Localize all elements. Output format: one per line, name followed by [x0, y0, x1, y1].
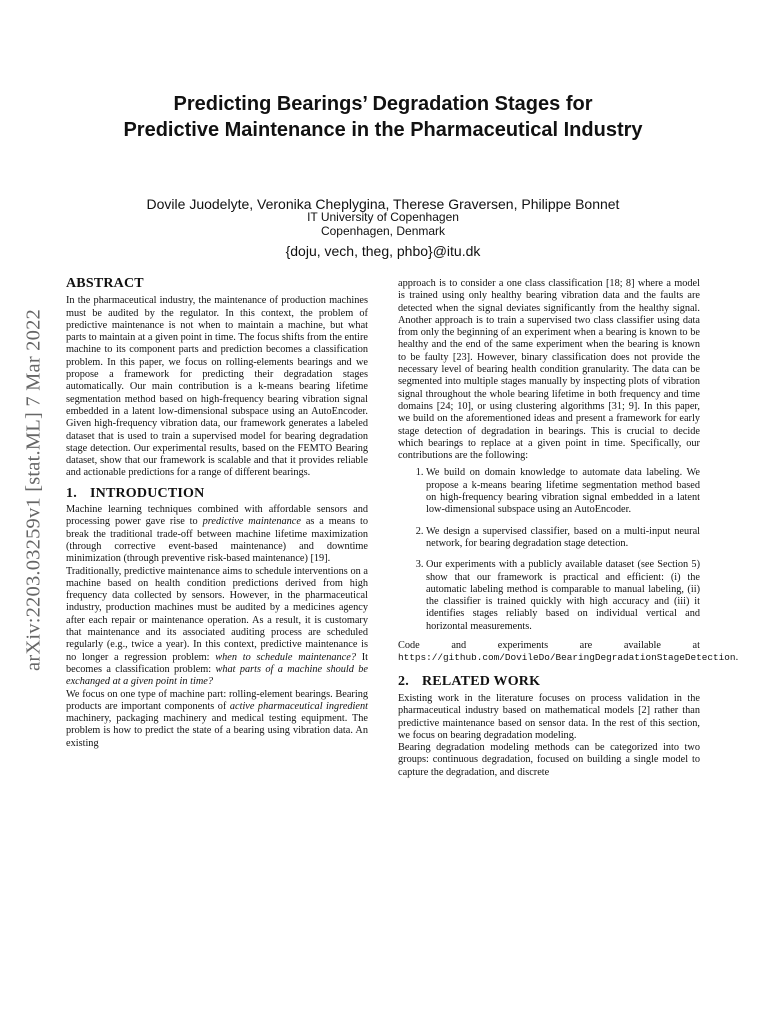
abstract-heading: ABSTRACT [66, 276, 144, 291]
author-list: Dovile Juodelyte, Veronika Cheplygina, Therese Graversen, Philippe Bonnet [146, 196, 620, 212]
author-emails: {doju, vech, theg, phbo}@itu.dk [285, 243, 481, 259]
intro-paragraph-2 [66, 566, 368, 689]
title-line-2: Predictive Maintenance in the Pharmaceutical Industry [123, 119, 643, 141]
contributions-list [398, 467, 700, 633]
left-column [66, 278, 368, 750]
emphasis: what parts of a machine should be exchanged at a given point in time? [66, 663, 368, 688]
section-number: 1. [66, 485, 77, 501]
section-title: RELATED WORK [422, 673, 541, 689]
right-column [398, 278, 739, 779]
intro-paragraph-1 [66, 504, 368, 565]
related-paragraph-1: Existing work in the literature focuses on process validation in the pharmaceutical industry based on mathematical models [2] rather than predictive maintenance based on sensor data. In the rest of this section, we focus on bearing degradation modeling. [398, 692, 700, 741]
list-item: 2. We design a supervised classifier, based on a multi-input neural network, for bearing degradation stage detection. [426, 526, 700, 551]
list-item: 3. Our experiments with a publicly available dataset (see Section 5) show that our framework is practical and efficient: (i) the automatic labeling method is comparable to manual labeling, (ii) the classifier is trained quickly with high accuracy and (iii) it identifies stages reliably based on individual vertical and horizontal measurements. [426, 559, 700, 633]
text-run: machinery, packaging machinery and medical testing equipment. The problem is how to predict the state of a bearing using vibration data. An existing [66, 713, 368, 749]
intro-paragraph-4: approach is to consider a one class classification [18; 8] where a model is trained using only healthy bearing vibration data and the faults are detected when the signal deviates significantly from the healthy signal. Another approach is to train a supervised two class classifier using data from only the beginning of an experiment when a bearing is known to be healthy and the end of the same experiment when the bearing is known to be faulty [23]. However, binary classification does not provide the necessary level of bearing health condition granularity. The data can be segmented into multiple stages manually by inspecting plots of vibration signal throughout the whole bearing lifetime in both frequency and time domains [24; 10], or using clustering algorithms [31; 9]. In this paper, we build on the aforementioned ideas and present a framework for early stage detection of degradation in bearings. This is crucial to decide which bearings to replace at a given point in time. Specifically, our contributions are the following: [398, 278, 700, 462]
arxiv-sidebar [16, 265, 52, 715]
abstract-text: In the pharmaceutical industry, the maintenance of production machines must be audited by the regulator. In this context, the problem of predictive maintenance is not when to maintain a machine, but what parts to maintain at a given point in time. The focus shifts from the entire machine to its component parts and prediction becomes a classification problem. In this paper, we focus on rolling-elements bearings and we propose a framework for predicting their degradation stages automatically. Our main contribution is a k-means bearing lifetime segmentation method based on high-frequency bearing vibration signal embedded in a latent low-dimensional subspace using an AutoEncoder. Given high-frequency vibration data, our framework generates a labeled dataset that is used to train a supervised model for bearing degradation stage detection. Our experimental results, based on the FEMTO Bearing dataset, show that our framework is scalable and that it provides reliable and actionable predictions for a range of different bearings. [66, 295, 368, 479]
paper-title [60, 91, 706, 143]
affiliation-location: Copenhagen, Denmark [320, 223, 446, 238]
list-item: 1. We build on domain knowledge to automate data labeling. We propose a k-means bearing lifetime segmentation method based on high-frequency bearing vibration signal embedded in a latent low-dimensional subspace using an AutoEncoder. [426, 467, 700, 516]
related-paragraph-2: Bearing degradation modeling methods can be categorized into two groups: continuous degradation, focused on building a single model to capture the degradation, and discrete [398, 742, 700, 778]
arxiv-id: arXiv:2203.03259v1 [stat.ML] 7 Mar 2022 [22, 309, 45, 671]
text-run: Traditionally, predictive maintenance aims to schedule interventions on a machine based on health condition predictions derived from high frequency data collected by sensors. However, in the pharmaceutical industry, production machines must be audited by a medicines agency after each repair or maintenance operation. As a result, it is customary that maintenance and its associated auditing process are scheduled regularly (e.g., twice a year). In this context, predictive maintenance is no longer a regression problem: [66, 565, 368, 663]
section-number: 2. [398, 673, 409, 689]
emphasis: predictive maintenance [202, 516, 301, 528]
text-run: . [735, 652, 739, 664]
affiliation [60, 211, 706, 238]
section-title: INTRODUCTION [90, 485, 205, 501]
related-work-heading [398, 673, 700, 689]
introduction-heading [66, 485, 368, 501]
title-line-1: Predicting Bearings’ Degradation Stages for [173, 93, 593, 115]
github-link[interactable]: https://github.com/DovileDo/BearingDegradationStageDetection [398, 652, 736, 664]
emphasis: active pharmaceutical ingredient [229, 700, 368, 712]
code-availability [398, 640, 739, 665]
text-run: Code and experiments are available at [398, 640, 700, 652]
text-run: It becomes a classification problem: [66, 651, 368, 675]
affiliation-institution: IT University of Copenhagen [307, 210, 459, 224]
intro-paragraph-3 [66, 689, 368, 750]
emphasis: when to schedule maintenance? [215, 651, 356, 663]
text-run: We focus on one type of machine part: rolling-element bearings. Bearing products are important components of [66, 688, 368, 712]
text-run: Machine learning techniques combined with affordable sensors and processing power gave rise to [66, 504, 368, 528]
text-run: as a means to break the traditional trade-off between machine lifetime maximization (through corrective event-based maintenance) and downtime minimization (through preventive risk-based maintenance) [19]. [66, 516, 368, 565]
